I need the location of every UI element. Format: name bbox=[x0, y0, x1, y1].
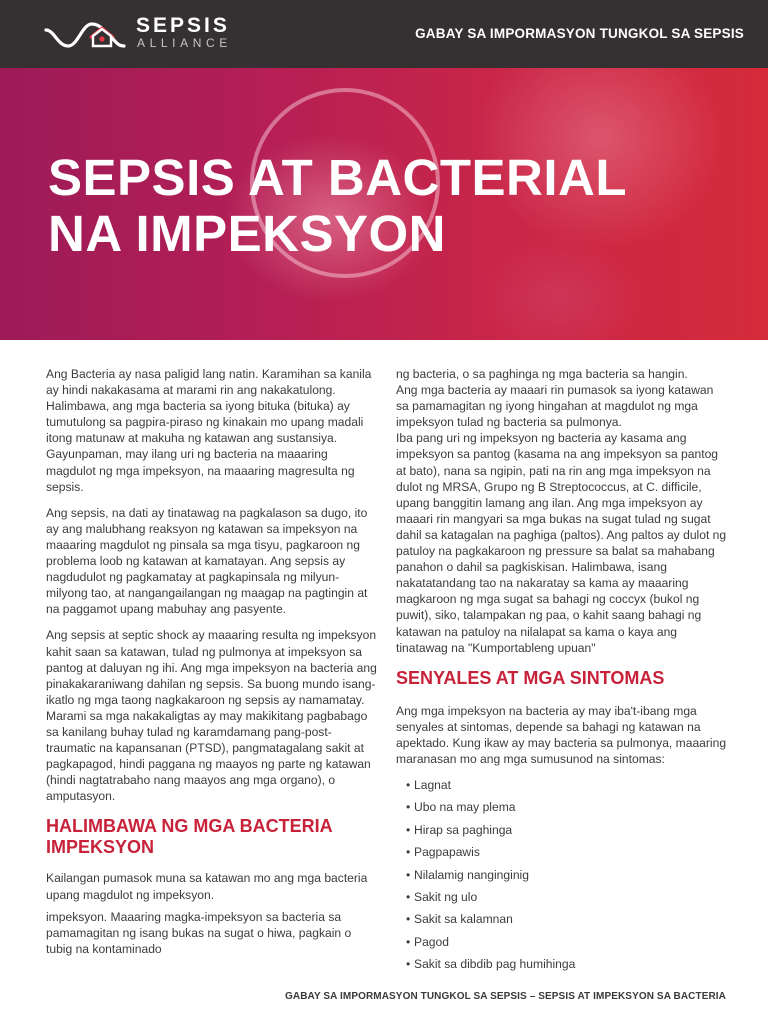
bullet-icon: • bbox=[406, 934, 411, 949]
logo-name: SEPSIS bbox=[136, 14, 230, 37]
right-column bbox=[396, 366, 728, 979]
bullet-icon: • bbox=[406, 912, 411, 927]
bullet-icon: • bbox=[406, 890, 411, 905]
guide-title: GABAY SA IMPORMASYON TUNGKOL SA SEPSIS bbox=[415, 26, 744, 41]
section-heading-examples: HALIMBAWA NG MGA BACTERIA IMPEKSYON bbox=[46, 816, 332, 858]
list-item: • Sakit sa dibdib pag humihinga bbox=[406, 957, 576, 972]
page-title-line-2: NA IMPEKSYON bbox=[48, 205, 446, 262]
symptoms-intro-paragraph: Ang mga impeksyon na bacteria ay may iba't-ibang mga senyales at sintomas, depende sa bahagi ng katawan na apektado. Kung ikaw ay may bacteria sa pulmonya, maaaring maranasan mo ang mga sumusunod na sintomas: bbox=[396, 703, 727, 766]
list-item: • Pagod bbox=[406, 934, 449, 949]
logo-subtitle: ALLIANCE bbox=[137, 36, 232, 50]
intro-paragraph: Ang Bacteria ay nasa paligid lang natin. Karamihan sa kanila ay hindi nakakasama at marami rin ang nakakatulong. Halimbawa, ang mga bacteria sa iyong bituka (bituka) ay tumutulong sa pagpira-piraso ng kinakain mo upang madali itong matunaw at makuha ng katawan ang sustansiya. Gayunpaman, may ilang uri ng bacteria na maaaring magdulot ng mga impeksyon, na maaaring magresulta ng sepsis. bbox=[46, 367, 372, 494]
list-item: • Sakit sa kalamnan bbox=[406, 912, 513, 927]
page-footer: GABAY SA IMPORMASYON TUNGKOL SA SEPSIS – SEPSIS AT IMPEKSYON SA BACTERIA bbox=[285, 991, 726, 1002]
left-column bbox=[46, 366, 378, 957]
respiratory-paragraph: Ang mga bacteria ay maaari rin pumasok sa iyong katawan sa pamamagitan ng iyong hingahan at magdulot ng mga impeksyon tulad ng bacteria sa pulmonya. bbox=[396, 383, 714, 430]
bullet-icon: • bbox=[406, 778, 411, 793]
list-item: • Hirap sa paghinga bbox=[406, 822, 513, 837]
symptoms-list bbox=[396, 777, 728, 972]
bullet-icon: • bbox=[406, 845, 411, 860]
septic-shock-paragraph: Ang sepsis at septic shock ay maaaring resulta ng impeksyon kahit saan sa katawan, tulad ng pulmonya at impeksyon sa pantog at daluyan ng ihi. Ang mga impeksyon na bacteria ang pinakakaraniwang dahilan ng sepsis. Sa buong mundo isang-ikatlo ng mga taong nagkakaroon ng sepsis ay namamatay. Marami sa mga nakakaligtas ay may makikitang pagbabago sa kanilang buhay tulad ng karamdamang pang-post-traumatic na kapansanan (PTSD), pangmatagalang sakit at pagkapagod, hindi paggana ng maayos ng parte ng katawan (hindi nagtatrabaho nang maayos ang mga organo), o amputasyon. bbox=[46, 628, 377, 804]
other-infections-paragraph: Iba pang uri ng impeksyon ng bacteria ay kasama ang impeksyon sa pantog (kasama na ang impeksyon sa pantog at bato), nana sa ngipin, pati na rin ang mga impeksyon na dulot ng MRSA, Grupo ng B Streptococcus, at C. difficile, upang banggitin lamang ang ilan. Ang mga impeksyon ay maaari rin mangyari sa mga bukas na sugat tulad ng sugat dahil sa katagalan na paghiga (paltos). Ang paltos ay dulot ng patuloy na pagkakaroon ng pressure sa balat sa mahabang panahon o dahil sa pagkiskisan. Halimbawa, isang nakatatandang tao na nakaratay sa kama ay maaaring magkaroon ng mga sugat sa bahagi ng coccyx (bukol ng puwit), siko, talampakan ng paa, o kahit saang bahagi ng katawan na patuloy na nilalapat sa kama o kaya ang tinatawag na "Kumportableng upuan" bbox=[396, 431, 727, 655]
bullet-icon: • bbox=[406, 957, 411, 972]
entry-paragraph: Kailangan pumasok muna sa katawan mo ang mga bacteria upang magdulot ng impeksyon. bbox=[46, 871, 368, 902]
list-item: • Ubo na may plema bbox=[406, 800, 516, 815]
section-heading-symptoms: SENYALES AT MGA SINTOMAS bbox=[396, 667, 665, 688]
sepsis-alliance-logo[interactable] bbox=[44, 14, 244, 54]
header-bar bbox=[0, 0, 768, 68]
list-item: • Sakit ng ulo bbox=[406, 890, 478, 905]
sepsis-definition-paragraph: Ang sepsis, na dati ay tinatawag na pagkalason sa dugo, ito ay ang malubhang reaksyon ng katawan sa impeksyon na maaaring magdulot ng pinsala sa mga tisyu, pagkaroon ng problema loob ng katawan at kamatayan. Ang sepsis ay nagdudulot ng pagkamatay at pagkapinsala ng milyun-milyong tao, at nangangailangan ng maagap na pagtingin at na paggamot upang mabuhay ang pasyente. bbox=[46, 505, 368, 617]
infection-route-paragraph: impeksyon. Maaaring magka-impeksyon sa bacteria sa pamamagitan ng isang bukas na sugat o hiwa, pagkain o tubig na kontaminado bbox=[46, 909, 352, 956]
list-item: • Lagnat bbox=[406, 778, 451, 793]
page-title bbox=[48, 150, 627, 262]
bullet-icon: • bbox=[406, 822, 411, 837]
list-item: • Nilalamig nanginginig bbox=[406, 867, 529, 882]
list-item: • Pagpapawis bbox=[406, 845, 480, 860]
page-title-line-1: SEPSIS AT BACTERIAL bbox=[48, 149, 628, 206]
bullet-icon: • bbox=[406, 800, 411, 815]
hero-banner bbox=[0, 68, 768, 340]
airborne-paragraph: ng bacteria, o sa paghinga ng mga bacteria sa hangin. bbox=[396, 367, 688, 381]
bullet-icon: • bbox=[406, 867, 411, 882]
logo-wave-icon bbox=[44, 16, 126, 52]
